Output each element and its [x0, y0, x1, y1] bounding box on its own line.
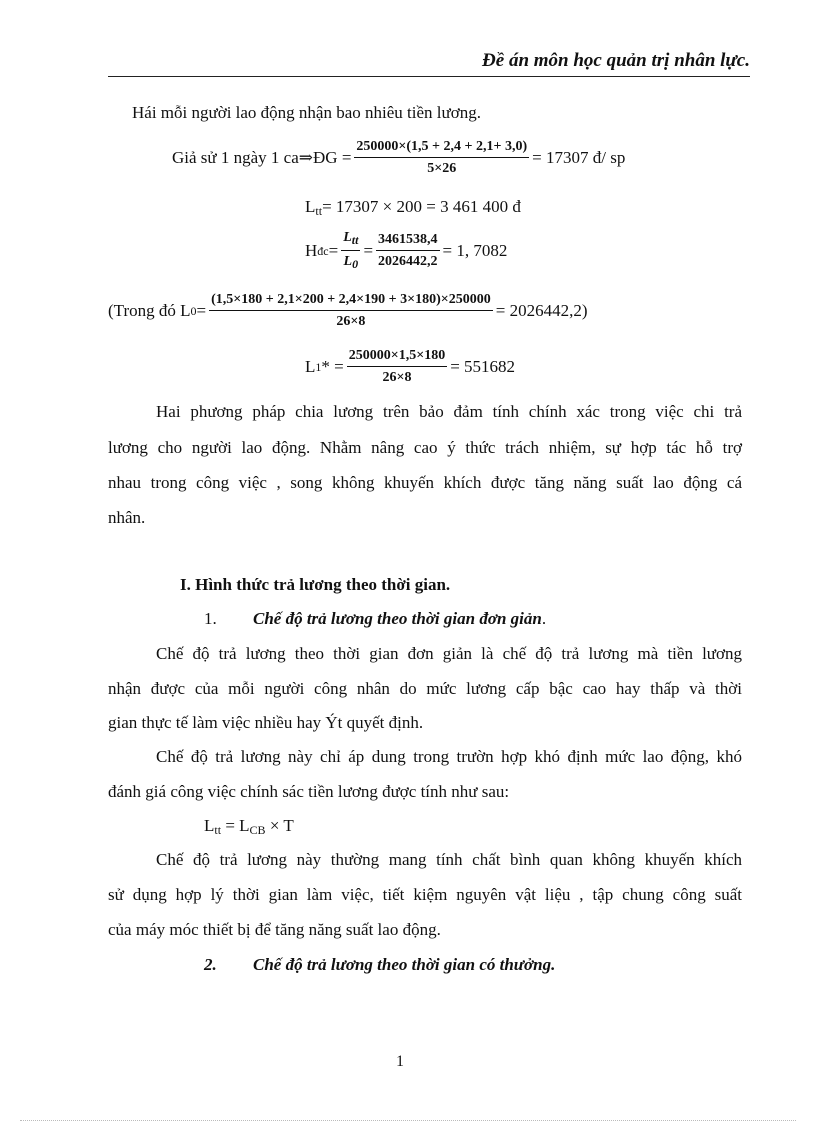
dg-result: = 17307 đ/ sp	[532, 148, 626, 167]
paragraph-2-line-3: gian thực tế làm việc nhiều hay Ýt quyết định.	[108, 713, 424, 732]
paragraph-1-line-4: nhân.	[108, 508, 146, 527]
paragraph-4-line-2: sử dụng hợp lý thời gian làm việc, tiết kiệm nguyên vật liệu , tập chung công suất	[108, 885, 742, 904]
lcb-subscript: CB	[249, 823, 266, 837]
hdc-eq2: =	[363, 241, 374, 260]
section-heading: I. Hình thức trả lương theo thời gian.	[180, 575, 451, 594]
hdc-symbolic-numerator: Ltt	[341, 230, 360, 251]
paragraph-3-line-1: Chế độ trả lương này chỉ áp dung trong trườn hợp khó định mức lao động, khó	[156, 747, 742, 766]
l1-denominator: 26×8	[382, 370, 412, 385]
l1-subscript: 1	[315, 359, 322, 374]
l1-symbol: L	[305, 357, 316, 376]
l0-subscript: 0	[190, 303, 197, 318]
dg-numerator: 250000×(1,5 + 2,4 + 2,1+ 3,0)	[354, 139, 529, 158]
l0-formula	[108, 288, 588, 334]
dg-denominator: 5×26	[427, 161, 457, 176]
ltt-subscript: tt	[315, 204, 323, 218]
l1-result: = 551682	[450, 357, 516, 376]
l0-denominator: 26×8	[336, 314, 366, 329]
paragraph-3-line-2: đánh giá công việc chính sác tiền lương được tính như sau:	[108, 782, 510, 801]
ltt2-subscript: tt	[214, 823, 222, 837]
l0-fraction	[209, 292, 493, 330]
hdc-numeric-numerator: 3461538,4	[376, 232, 440, 251]
paragraph-1-line-2: lương cho người lao động. Nhằm nâng cao ý thức trách nhiệm, sự hợp tác hỗ trợ	[108, 438, 742, 457]
hdc-formula	[305, 228, 507, 274]
paragraph-2-line-2: nhận được của mỗi người công nhân do mức lương cấp bậc cao hay thấp và thời	[108, 679, 742, 698]
hdc-numeric-fraction	[376, 232, 440, 270]
header-divider	[108, 76, 750, 77]
l1-fraction	[347, 348, 447, 386]
ltt2-end: × T	[265, 816, 294, 835]
l1-numerator: 250000×1,5×180	[347, 348, 447, 367]
subheading-1	[253, 609, 546, 629]
page-number: 1	[396, 1053, 404, 1070]
hdc-symbolic-fraction	[341, 230, 360, 272]
dg-formula	[172, 136, 625, 180]
paragraph-1-line-3: nhau trong công việc , song không khuyến khích được tăng năng suất lao động cá	[108, 473, 742, 492]
hdc-symbol: H	[305, 241, 318, 260]
page-header-title: Đề án môn học quản trị nhân lực.	[482, 50, 750, 71]
l0-numerator: (1,5×180 + 2,1×200 + 2,4×190 + 3×180)×250000	[209, 292, 493, 311]
hdc-subscript: đc	[317, 243, 329, 258]
dg-lhs: ĐG =	[313, 148, 352, 167]
subheading-1-title: Chế độ trả lương theo thời gian đơn giản	[253, 609, 542, 628]
ltt-rhs: = 17307 × 200 = 3 461 400 đ	[322, 197, 521, 216]
hdc-result: = 1, 7082	[442, 241, 508, 260]
l0-eq: =	[196, 301, 207, 320]
paragraph-2-line-1: Chế độ trả lương theo thời gian đơn giản là chế độ trả lương mà tiền lương	[156, 644, 742, 663]
l1-formula	[305, 344, 515, 390]
subheading-2-title: Chế độ trả lương theo thời gian có thưởng.	[253, 955, 556, 974]
hdc-symbolic-denominator: L0	[343, 254, 359, 271]
ltt-lcb-formula	[204, 816, 294, 838]
l1-star: * =	[321, 357, 344, 376]
subheading-1-dot: .	[541, 609, 547, 628]
ltt-formula	[305, 197, 521, 219]
l0-prefix: (Trong đó L	[108, 301, 191, 320]
hdc-eq: =	[328, 241, 339, 260]
ltt2-symbol: L	[204, 816, 215, 835]
paragraph-1-line-1: Hai phương pháp chia lương trên bảo đảm tính chính xác trong việc chi trả	[156, 402, 742, 421]
implies-arrow: ⇒	[298, 148, 314, 167]
ltt2-mid: = L	[221, 816, 250, 835]
subheading-2-number: 2.	[204, 955, 217, 974]
l0-result: = 2026442,2)	[495, 301, 588, 320]
paragraph-4-line-1: Chế độ trả lương này thường mang tính chất bình quan không khuyến khích	[156, 850, 742, 869]
dg-fraction	[354, 139, 529, 177]
intro-line: Hái mỗi người lao động nhận bao nhiêu tiền lương.	[132, 103, 481, 122]
subheading-1-number: 1.	[204, 609, 217, 628]
paragraph-4-line-3: của máy móc thiết bị để tăng năng suất lao động.	[108, 920, 441, 939]
dg-prefix: Giả sử 1 ngày 1 ca	[172, 148, 299, 167]
ltt-symbol: L	[305, 197, 316, 216]
hdc-numeric-denominator: 2026442,2	[378, 254, 438, 269]
page-bottom-divider	[20, 1120, 796, 1121]
